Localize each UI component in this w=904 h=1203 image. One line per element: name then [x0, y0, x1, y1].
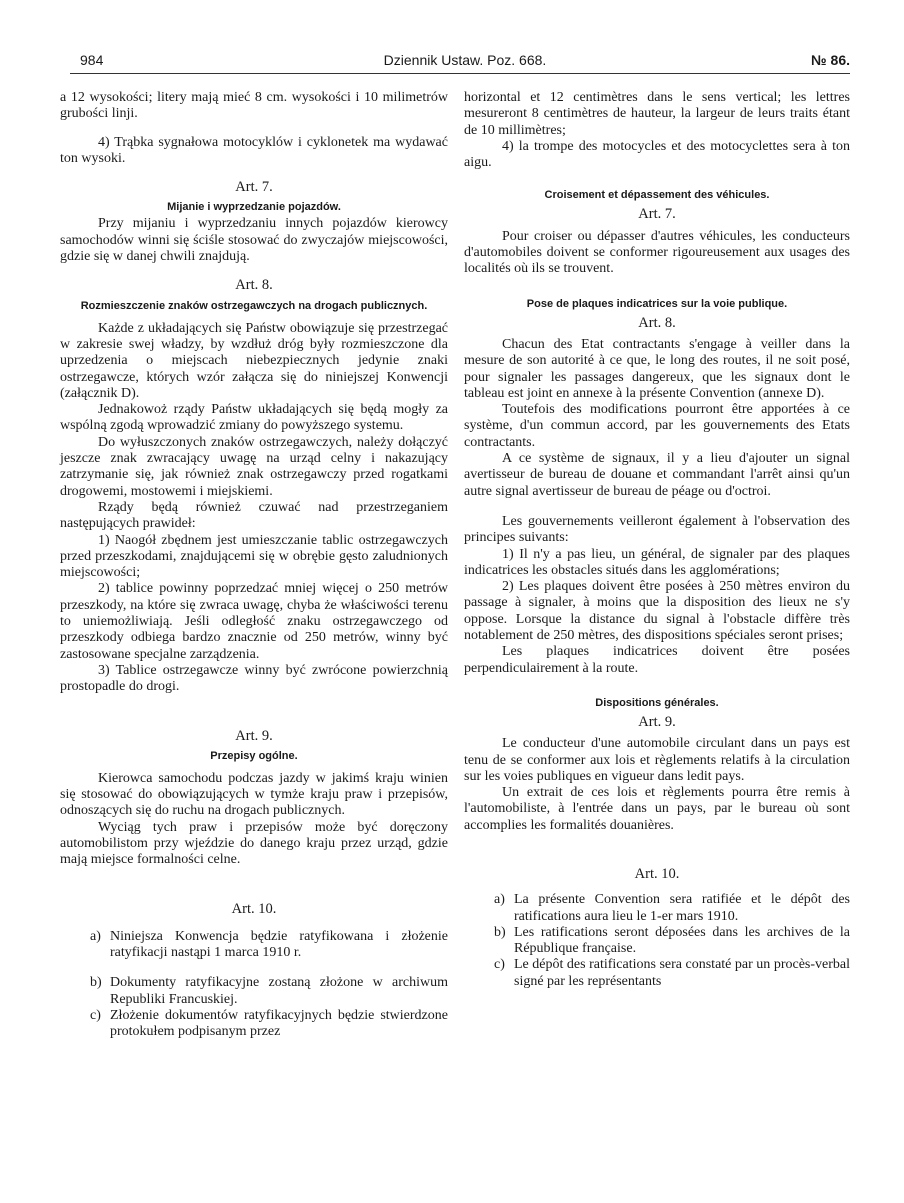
section-heading: Mijanie i wyprzedzanie pojazdów. [167, 201, 341, 214]
section-heading: Rozmieszczenie znaków ostrzegawczych na drogach publicznych. [80, 299, 428, 312]
paragraph: 3) Tablice ostrzegawcze winny być zwrócone powierzchnią prostopadle do drogi. [60, 662, 448, 695]
paragraph: 4) la trompe des motocycles et des motocyclettes sera à ton aigu. [464, 138, 850, 171]
list-text: Le dépôt des ratifications sera constaté par un procès-verbal signé par les représentants [514, 957, 850, 989]
list-text: Niniejsza Konwencja będzie ratyfikowana i złożenie ratyfikacji nastąpi 1 marca 1910 r. [110, 928, 448, 961]
list-item [494, 957, 850, 990]
paragraph: a 12 wysokości; litery mają mieć 8 cm. wysokości i 10 milimetrów grubości linji. [60, 90, 448, 122]
article-heading: Art. 8. [638, 314, 676, 331]
article-heading: Art. 10. [231, 900, 277, 917]
article-heading: Art. 7. [235, 179, 273, 196]
paragraph: 2) Les plaques doivent être posées à 250 mètres environ du passage à signaler, à moins que la disposition des lieux ne s'y oppose. Lorsque la distance du signal à l'obstacle diffère très notablement de 250 mètres, des dispositions spéciales seront prises; [464, 579, 850, 644]
french-column [464, 90, 850, 990]
article-heading: Art. 10. [634, 865, 680, 882]
list-item [494, 925, 850, 958]
paragraph: 2) tablice powinny poprzedzać mniej więcej o 250 metrów przeszkody, na które się zwraca uwagę, chyba że właściwości terenu to uniemożliwiają. Jeśli odległość znaku ostrzegawczego od przeszkody odbiega bardzo znacznie od 250 metrów, winny być zastosowane specjalne zarządzenia. [60, 581, 448, 662]
section-heading: Dispositions générales. [595, 696, 719, 709]
paragraph: Toutefois des modifications pourront être apportées à ce système, d'un commun accord, par les gouvernements des Etats contractants. [464, 402, 850, 450]
article-heading: Art. 7. [638, 206, 676, 223]
list-marker: a) [494, 892, 505, 908]
polish-column [60, 90, 448, 1041]
article-heading: Art. 9. [638, 713, 676, 730]
paragraph: A ce système de signaux, il y a lieu d'ajouter un signal avertisseur de bureau de douane et commandant l'arrêt ainsi qu'un autre signal avertisseur de bureau de péage ou d'octroi. [464, 451, 850, 499]
paragraph: Każde z układających się Państw obowiązuje się przestrzegać w zakresie swej władzy, by wzdłuż dróg były rozmieszczone dla uprzedzenia o miejscach niebezpiecznych jedynie znaki ostrzegawcze, których wzór załącza się do niniejszej Konwencji (załącznik D). [60, 320, 448, 401]
paragraph: Do wyłuszczonych znaków ostrzegawczych, należy dołączyć jeszcze znak zwracający uwagę na urząd celny i nakazujący zatrzymanie się, jak również znak ostrzegawczy przed rogatkami drogowemi, mostowemi i miejskiemi. [60, 434, 448, 499]
list-marker: b) [494, 924, 506, 940]
paragraph: 4) Trąbka sygnałowa motocyklów i cyklonetek ma wydawać ton wysoki. [60, 134, 448, 166]
paragraph: Pour croiser ou dépasser d'autres véhicules, les conducteurs d'automobiles doivent se conformer rigoureusement aux usages des localités où ils se trouvent. [464, 228, 850, 277]
paragraph: 1) Naogół zbędnem jest umieszczanie tablic ostrzegawczych przed przeszkodami, znajdującemi się w obrębie gęsto zaludnionych miejscowości; [60, 532, 448, 581]
list-text: Złożenie dokumentów ratyfikacyjnych będzie stwierdzone protokułem podpisanym przez [110, 1008, 448, 1040]
paragraph: Jednakowoż rządy Państw układających się będą mogły za wspólną zgodą wprowadzić zmiany do powyższego systemu. [60, 402, 448, 434]
list-item [90, 1008, 448, 1041]
page-header [80, 52, 850, 74]
paragraph: 1) Il n'y a pas lieu, un général, de signaler par des plaques indicatrices les obstacles situés dans les agglomérations; [464, 546, 850, 578]
section-heading: Croisement et dépassement des véhicules. [544, 189, 770, 202]
paragraph: Kierowca samochodu podczas jazdy w jakimś kraju winien się stosować do obowiązujących w tymże kraju praw i przepisów, odnoszących się do ruchu na drogach publicznych. [60, 770, 448, 819]
list-marker: a) [90, 928, 101, 944]
list-marker: b) [90, 975, 102, 991]
paragraph: Les plaques indicatrices doivent être posées perpendiculairement à la route. [464, 644, 850, 676]
paragraph: Przy mijaniu i wyprzedzaniu innych pojazdów kierowcy samochodów winni się ściśle stosować do zwyczajów miejscowości, gdzie się w danej chwili znajdują. [60, 216, 448, 265]
page-number: 984 [80, 52, 104, 68]
paragraph: Chacun des Etat contractants s'engage à veiller dans la mesure de son autorité à ce que, le long des routes, il ne soit posé, pour signaler les passages dangereux, que les signaux dont le tableau est joint en annexe à la présente Convention (annexe D). [464, 336, 850, 401]
article-heading: Art. 9. [235, 727, 273, 744]
article-heading: Art. 8. [235, 277, 273, 294]
paragraph: Un extrait de ces lois et règlements pourra être remis à l'automobiliste, à l'entrée dans un pays, par le bureau où sont accomplies les formalités douanières. [464, 785, 850, 833]
paragraph: Les gouvernements veilleront également à l'observation des principes suivants: [464, 513, 850, 546]
header-rule [70, 73, 850, 74]
list-text: La présente Convention sera ratifiée et le dépôt des ratifications aura lieu le 1-er mars 1910. [514, 892, 850, 924]
list-marker: c) [494, 957, 505, 973]
paragraph: Rządy będą również czuwać nad przestrzeganiem następujących prawideł: [60, 499, 448, 532]
paragraph: Wyciąg tych praw i przepisów może być doręczony automobilistom przy wjeździe do danego kraju przez urząd, gdzie mają miejsce formalności celne. [60, 819, 448, 868]
list-item [90, 929, 448, 962]
list-item [494, 892, 850, 925]
journal-title: Dziennik Ustaw. Poz. 668. [383, 52, 547, 68]
issue-number: № 86. [811, 52, 850, 68]
list-item [90, 975, 448, 1008]
paragraph: Le conducteur d'une automobile circulant dans un pays est tenu de se conformer aux lois et règlements relatifs à la circulation sur les voies publiques en vigueur dans ledit pays. [464, 736, 850, 784]
list-marker: c) [90, 1008, 101, 1024]
list-text: Les ratifications seront déposées dans les archives de la République française. [514, 924, 850, 957]
section-heading: Pose de plaques indicatrices sur la voie publique. [526, 297, 788, 310]
paragraph: horizontal et 12 centimètres dans le sens vertical; les lettres mesureront 8 centimètres de hauteur, la largeur de leurs traits étant de 10 millimètres; [464, 90, 850, 138]
section-heading: Przepisy ogólne. [210, 749, 298, 762]
list-text: Dokumenty ratyfikacyjne zostaną złożone w archiwum Republiki Francuskiej. [110, 975, 448, 1007]
